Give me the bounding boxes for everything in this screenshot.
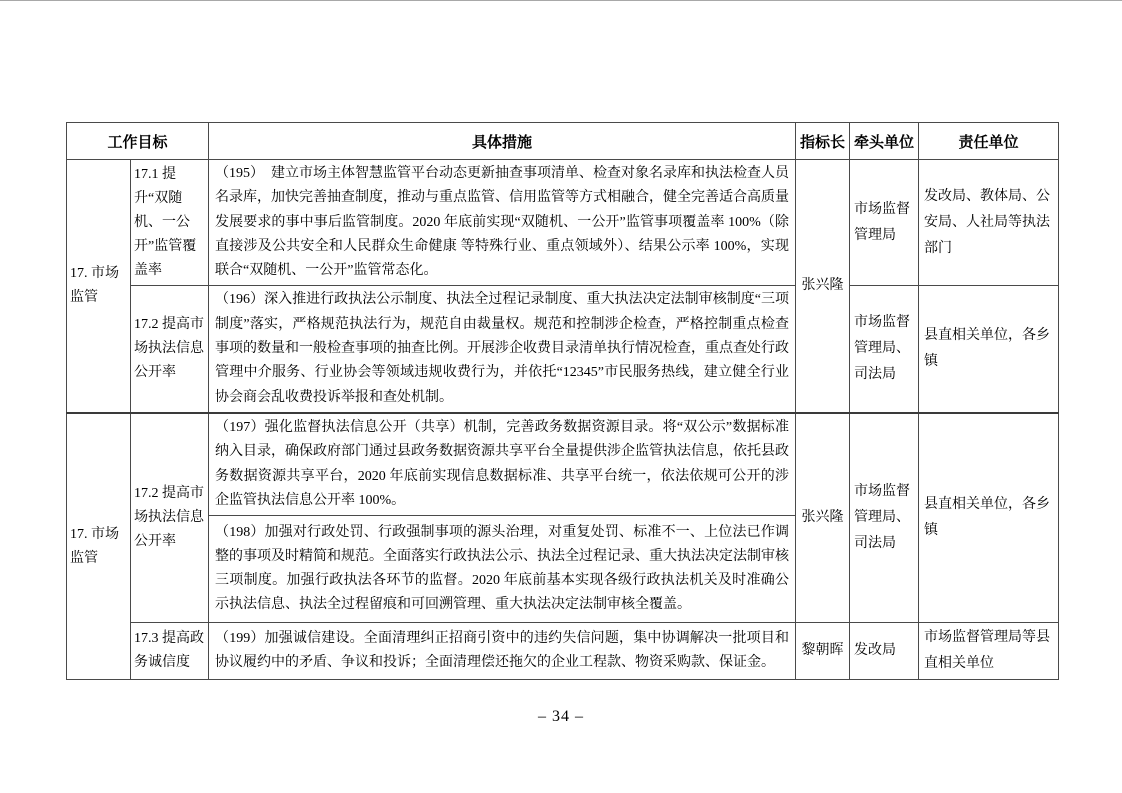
- goal-cell-17-2-block2: 17.2 提高市场执法信息公开率: [131, 413, 209, 623]
- lead-unit-cell-196: 市场监督管理局、司法局: [850, 286, 919, 413]
- work-plan-table: [66, 122, 1059, 680]
- goal-cell-17-1: 17.1 提升“双随机、一公开”监管覆盖率: [131, 160, 209, 286]
- goal-cell-17-2-block1: 17.2 提高市场执法信息公开率: [131, 286, 209, 413]
- chief-cell-block2: 张兴隆: [796, 413, 850, 623]
- responsible-unit-cell-195: 发改局、教体局、公安局、人社局等执法部门: [919, 160, 1059, 286]
- header-indicator-chief: 指标长: [796, 123, 850, 160]
- lead-unit-cell-195: 市场监督管理局: [850, 160, 919, 286]
- goal-cell-17-3: 17.3 提高政务诚信度: [131, 623, 209, 680]
- header-lead-unit: 牵头单位: [850, 123, 919, 160]
- measure-cell-198: （198）加强对行政处罚、行政强制事项的源头治理，对重复处罚、标准不一、上位法已作调整的事项及时精简和规范。全面落实行政执法公示、执法全过程记录、重大执法决定法制审核三项制度。加强行政执法各环节的监督。2020 年底前基本实现各级行政执法机关及时准确公示执法信息、执法全过程留痕和可回溯管理、重大执法决定法制审核全覆盖。: [209, 516, 796, 623]
- lead-unit-cell-199: 发改局: [850, 623, 919, 680]
- responsible-unit-cell-197-198: 县直相关单位，各乡镇: [919, 413, 1059, 623]
- measure-cell-197: （197）强化监督执法信息公开（共享）机制，完善政务数据资源目录。将“双公示”数据标准纳入目录，确保政府部门通过县政务数据资源共享平台全量提供涉企监管执法信息，依托县政务数据资源共享平台，2020 年底前实现信息数据标准、共享平台统一，依法依规可公开的涉企监管执法信息公开率 100%。: [209, 413, 796, 516]
- header-specific-measures: 具体措施: [209, 123, 796, 160]
- chief-cell-block1: 张兴隆: [796, 160, 850, 413]
- table-row: [67, 286, 1059, 413]
- responsible-unit-cell-196: 县直相关单位，各乡镇: [919, 286, 1059, 413]
- category-cell-market-regulation-2: 17. 市场监管: [67, 413, 131, 680]
- page-number: – 34 –: [538, 708, 584, 725]
- header-work-goal: 工作目标: [67, 123, 209, 160]
- work-plan-table-container: [66, 122, 1058, 680]
- table-row: [67, 160, 1059, 286]
- measure-cell-196: （196）深入推进行政执法公示制度、执法全过程记录制度、重大执法决定法制审核制度“三项制度”落实，严格规范执法行为，规范自由裁量权。规范和控制涉企检查，严格控制重点检查事项的数量和一般检查事项的抽查比例。开展涉企收费目录清单执行情况检查，重点查处行政管理中介服务、行业协会等领域违规收费行为，并依托“12345”市民服务热线，建立健全行业协会商会乱收费投诉举报和查处机制。: [209, 286, 796, 413]
- lead-unit-cell-197-198: 市场监督管理局、司法局: [850, 413, 919, 623]
- table-header-row: [67, 123, 1059, 160]
- table-row: [67, 623, 1059, 680]
- header-responsible-unit: 责任单位: [919, 123, 1059, 160]
- responsible-unit-cell-199: 市场监督管理局等县直相关单位: [919, 623, 1059, 680]
- chief-cell-199: 黎朝晖: [796, 623, 850, 680]
- page-top-edge: [0, 0, 1122, 1]
- category-cell-market-regulation-1: 17. 市场监管: [67, 160, 131, 413]
- measure-cell-199: （199）加强诚信建设。全面清理纠正招商引资中的违约失信问题，集中协调解决一批项目和协议履约中的矛盾、争议和投诉；全面清理偿还拖欠的企业工程款、物资采购款、保证金。: [209, 623, 796, 680]
- table-row: [67, 413, 1059, 516]
- measure-cell-195: （195） 建立市场主体智慧监管平台动态更新抽查事项清单、检查对象名录库和执法检查人员名录库，加快完善抽查制度，推动与重点监管、信用监管等方式相融合，健全完善适合高质量发展要求的事中事后监管制度。2020 年底前实现“双随机、一公开”监管事项覆盖率 100%（除直接涉及公共安全和人民群众生命健康 等特殊行业、重点领域外）、结果公示率 100%，实现联合“双随机、一公开”监管常态化。: [209, 160, 796, 286]
